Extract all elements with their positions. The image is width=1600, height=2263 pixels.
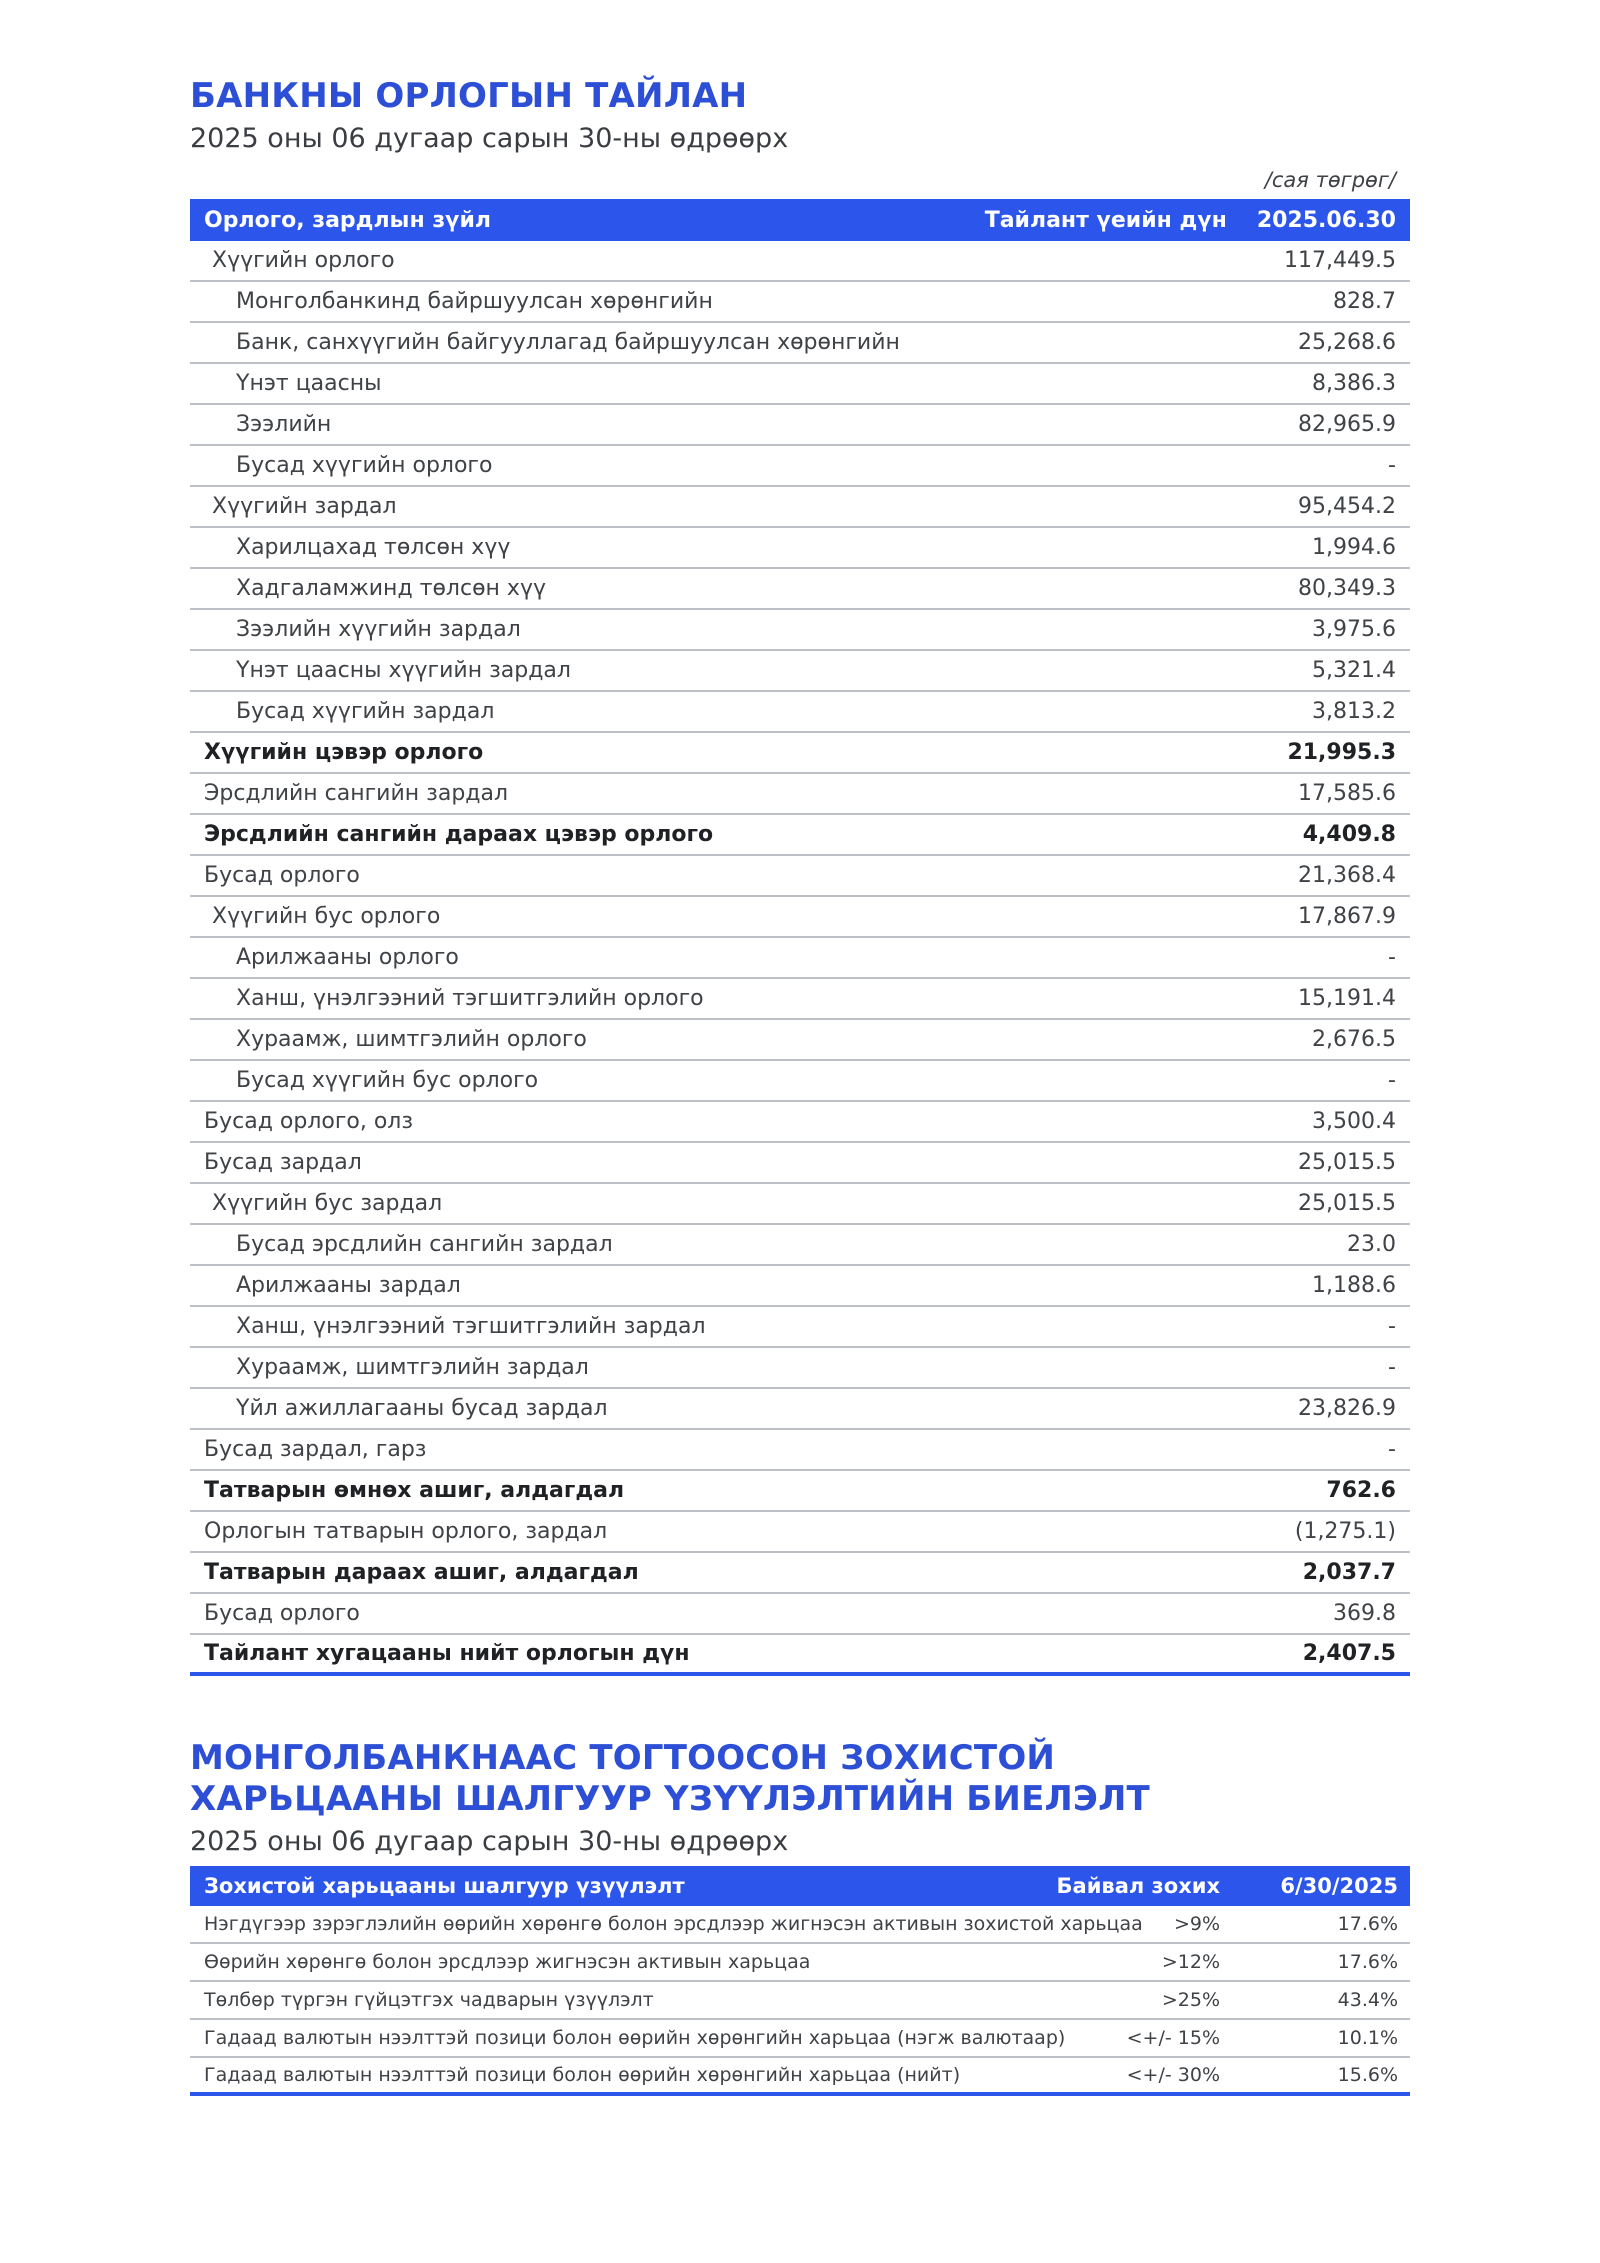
row-label: Татварын өмнөх ашиг, алдагдал bbox=[204, 1478, 625, 1503]
ratio-required-value: >25% bbox=[1161, 1989, 1220, 2011]
row-value: 3,975.6 bbox=[1312, 617, 1396, 642]
ratios-table-header bbox=[190, 1866, 1410, 1906]
row-value: - bbox=[1388, 453, 1396, 478]
row-value: 95,454.2 bbox=[1298, 494, 1396, 519]
income-table bbox=[190, 199, 1410, 1676]
row-label: Үнэт цаасны bbox=[236, 371, 382, 396]
report-page bbox=[190, 0, 1410, 2096]
row-value: 3,500.4 bbox=[1312, 1109, 1396, 1134]
row-label: Бусад орлого bbox=[204, 1601, 360, 1626]
table-row bbox=[190, 1594, 1410, 1635]
report1-title: БАНКНЫ ОРЛОГЫН ТАЙЛАН bbox=[190, 76, 748, 116]
row-label: Бусад хүүгийн зардал bbox=[236, 699, 495, 724]
row-value: (1,275.1) bbox=[1294, 1519, 1396, 1544]
row-label: Хураамж, шимтгэлийн зардал bbox=[236, 1355, 589, 1380]
row-value: 5,321.4 bbox=[1312, 658, 1396, 683]
row-value: 8,386.3 bbox=[1312, 371, 1396, 396]
row-label: Үнэт цаасны хүүгийн зардал bbox=[236, 658, 571, 683]
table-row bbox=[190, 1471, 1410, 1512]
row-label: Харилцахад төлсөн хүү bbox=[236, 535, 511, 560]
table-row bbox=[190, 774, 1410, 815]
column-header-indicator: Зохистой харьцааны шалгуур үзүүлэлт bbox=[204, 1874, 685, 1898]
row-label: Зээлийн хүүгийн зардал bbox=[236, 617, 521, 642]
row-value: 2,037.7 bbox=[1302, 1560, 1396, 1585]
row-value: 369.8 bbox=[1333, 1601, 1396, 1626]
row-value: 1,188.6 bbox=[1312, 1273, 1396, 1298]
row-value: 15,191.4 bbox=[1298, 986, 1396, 1011]
row-label: Банк, санхүүгийн байгууллагад байршуулсан хөрөнгийн bbox=[236, 330, 900, 355]
row-label: Ханш, үнэлгээний тэгшитгэлийн орлого bbox=[236, 986, 704, 1011]
row-label: Зээлийн bbox=[236, 412, 332, 437]
table-row bbox=[190, 323, 1410, 364]
row-value: 17,867.9 bbox=[1298, 904, 1396, 929]
ratio-required-value: >12% bbox=[1161, 1951, 1220, 1973]
report2-subtitle: 2025 оны 06 дугаар сарын 30-ны өдрөөрх bbox=[190, 1826, 789, 1857]
table-row bbox=[190, 1307, 1410, 1348]
ratio-actual-value: 43.4% bbox=[1337, 1989, 1398, 2011]
row-value: - bbox=[1388, 945, 1396, 970]
row-value: 17,585.6 bbox=[1298, 781, 1396, 806]
row-value: 21,368.4 bbox=[1298, 863, 1396, 888]
row-label: Бусад орлого bbox=[204, 863, 360, 888]
table-row bbox=[190, 487, 1410, 528]
row-value: 82,965.9 bbox=[1298, 412, 1396, 437]
row-label: Бусад эрсдлийн сангийн зардал bbox=[236, 1232, 613, 1257]
table-row bbox=[190, 1184, 1410, 1225]
ratio-actual-value: 17.6% bbox=[1337, 1951, 1398, 1973]
column-header-required: Байвал зохих bbox=[1056, 1874, 1220, 1898]
income-statement-section bbox=[190, 76, 1410, 1676]
row-value: - bbox=[1388, 1068, 1396, 1093]
table-row bbox=[190, 405, 1410, 446]
row-label: Орлогын татварын орлого, зардал bbox=[204, 1519, 608, 1544]
row-label: Хадгаламжинд төлсөн хүү bbox=[236, 576, 546, 601]
row-value: 1,994.6 bbox=[1312, 535, 1396, 560]
row-value: - bbox=[1388, 1314, 1396, 1339]
prudential-ratios-section bbox=[190, 1738, 1410, 2096]
table-row bbox=[190, 2020, 1410, 2058]
table-row bbox=[190, 1430, 1410, 1471]
ratio-label: Төлбөр түргэн гүйцэтгэх чадварын үзүүлэлт bbox=[204, 1989, 654, 2011]
row-value: - bbox=[1388, 1437, 1396, 1462]
table-row bbox=[190, 2058, 1410, 2096]
row-value: 762.6 bbox=[1326, 1478, 1396, 1503]
table-row bbox=[190, 1266, 1410, 1307]
ratio-label: Гадаад валютын нээлттэй позици болон өөрийн хөрөнгийн харьцаа (нэгж валютаар) bbox=[204, 2027, 1066, 2049]
row-label: Татварын дараах ашиг, алдагдал bbox=[204, 1560, 639, 1585]
table-row bbox=[190, 1635, 1410, 1676]
income-table-header bbox=[190, 199, 1410, 241]
row-label: Хүүгийн зардал bbox=[212, 494, 397, 519]
column-header-period: Тайлант үеийн дүн bbox=[984, 207, 1227, 233]
row-value: 80,349.3 bbox=[1298, 576, 1396, 601]
row-label: Эрсдлийн сангийн зардал bbox=[204, 781, 509, 806]
report2-title-line2: ХАРЬЦААНЫ ШАЛГУУР ҮЗҮҮЛЭЛТИЙН БИЕЛЭЛТ bbox=[190, 1779, 1150, 1819]
table-row bbox=[190, 446, 1410, 487]
ratio-label: Өөрийн хөрөнгө болон эрсдлээр жигнэсэн активын харьцаа bbox=[204, 1951, 811, 1973]
ratios-table-body bbox=[190, 1906, 1410, 2096]
row-value: 117,449.5 bbox=[1284, 248, 1396, 273]
row-value: 4,409.8 bbox=[1302, 822, 1396, 847]
row-label: Арилжааны зардал bbox=[236, 1273, 461, 1298]
table-row bbox=[190, 282, 1410, 323]
unit-note: /сая төгрөг/ bbox=[1264, 168, 1396, 192]
row-label: Бусад зардал bbox=[204, 1150, 362, 1175]
column-header-date: 2025.06.30 bbox=[1256, 207, 1396, 233]
report2-title-line1: МОНГОЛБАНКНААС ТОГТООСОН ЗОХИСТОЙ bbox=[190, 1738, 1056, 1778]
row-value: - bbox=[1388, 1355, 1396, 1380]
row-label: Эрсдлийн сангийн дараах цэвэр орлого bbox=[204, 822, 714, 847]
row-value: 2,407.5 bbox=[1302, 1641, 1396, 1666]
income-table-body bbox=[190, 241, 1410, 1676]
table-row bbox=[190, 897, 1410, 938]
table-row bbox=[190, 1553, 1410, 1594]
table-row bbox=[190, 1020, 1410, 1061]
row-label: Монголбанкинд байршуулсан хөрөнгийн bbox=[236, 289, 713, 314]
table-row bbox=[190, 1389, 1410, 1430]
ratios-table bbox=[190, 1866, 1410, 2096]
row-value: 3,813.2 bbox=[1312, 699, 1396, 724]
row-label: Бусад хүүгийн бус орлого bbox=[236, 1068, 539, 1093]
row-label: Хүүгийн бус орлого bbox=[212, 904, 441, 929]
table-row bbox=[190, 692, 1410, 733]
ratio-actual-value: 17.6% bbox=[1337, 1913, 1398, 1935]
row-value: 25,015.5 bbox=[1298, 1191, 1396, 1216]
column-header-item: Орлого, зардлын зүйл bbox=[204, 207, 491, 233]
row-label: Хүүгийн цэвэр орлого bbox=[204, 740, 484, 765]
ratio-required-value: <+/- 15% bbox=[1126, 2027, 1220, 2049]
row-label: Бусад орлого, олз bbox=[204, 1109, 414, 1134]
report2-title bbox=[190, 1738, 1410, 1820]
row-value: 2,676.5 bbox=[1312, 1027, 1396, 1052]
ratio-label: Нэгдүгээр зэрэглэлийн өөрийн хөрөнгө болон эрсдлээр жигнэсэн активын зохистой харьцаа bbox=[204, 1913, 1143, 1935]
row-value: 23.0 bbox=[1347, 1232, 1396, 1257]
row-label: Хүүгийн орлого bbox=[212, 248, 395, 273]
row-value: 25,268.6 bbox=[1298, 330, 1396, 355]
ratio-required-value: <+/- 30% bbox=[1126, 2064, 1220, 2086]
row-value: 21,995.3 bbox=[1287, 740, 1396, 765]
table-row bbox=[190, 569, 1410, 610]
ratio-actual-value: 15.6% bbox=[1337, 2064, 1398, 2086]
row-label: Тайлант хугацааны нийт орлогын дүн bbox=[204, 1641, 690, 1666]
table-row bbox=[190, 1102, 1410, 1143]
table-row bbox=[190, 1906, 1410, 1944]
table-row bbox=[190, 364, 1410, 405]
table-row bbox=[190, 651, 1410, 692]
report1-subtitle: 2025 оны 06 дугаар сарын 30-ны өдрөөрх bbox=[190, 123, 789, 154]
table-row bbox=[190, 1348, 1410, 1389]
table-row bbox=[190, 1061, 1410, 1102]
table-row bbox=[190, 979, 1410, 1020]
table-row bbox=[190, 733, 1410, 774]
table-row bbox=[190, 1225, 1410, 1266]
table-row bbox=[190, 1944, 1410, 1982]
table-row bbox=[190, 528, 1410, 569]
row-value: 25,015.5 bbox=[1298, 1150, 1396, 1175]
table-row bbox=[190, 856, 1410, 897]
row-label: Арилжааны орлого bbox=[236, 945, 459, 970]
table-row bbox=[190, 1143, 1410, 1184]
table-row bbox=[190, 1512, 1410, 1553]
table-row bbox=[190, 1982, 1410, 2020]
table-row bbox=[190, 610, 1410, 651]
row-label: Үйл ажиллагааны бусад зардал bbox=[236, 1396, 608, 1421]
row-label: Ханш, үнэлгээний тэгшитгэлийн зардал bbox=[236, 1314, 706, 1339]
row-label: Хүүгийн бус зардал bbox=[212, 1191, 443, 1216]
row-label: Бусад хүүгийн орлого bbox=[236, 453, 493, 478]
row-label: Бусад зардал, гарз bbox=[204, 1437, 427, 1462]
table-row bbox=[190, 241, 1410, 282]
ratio-actual-value: 10.1% bbox=[1337, 2027, 1398, 2049]
table-row bbox=[190, 938, 1410, 979]
row-value: 828.7 bbox=[1333, 289, 1396, 314]
ratio-required-value: >9% bbox=[1173, 1913, 1220, 1935]
ratio-label: Гадаад валютын нээлттэй позици болон өөрийн хөрөнгийн харьцаа (нийт) bbox=[204, 2064, 961, 2086]
column-header-actual: 6/30/2025 bbox=[1280, 1874, 1398, 1898]
table-row bbox=[190, 815, 1410, 856]
row-label: Хураамж, шимтгэлийн орлого bbox=[236, 1027, 587, 1052]
row-value: 23,826.9 bbox=[1298, 1396, 1396, 1421]
